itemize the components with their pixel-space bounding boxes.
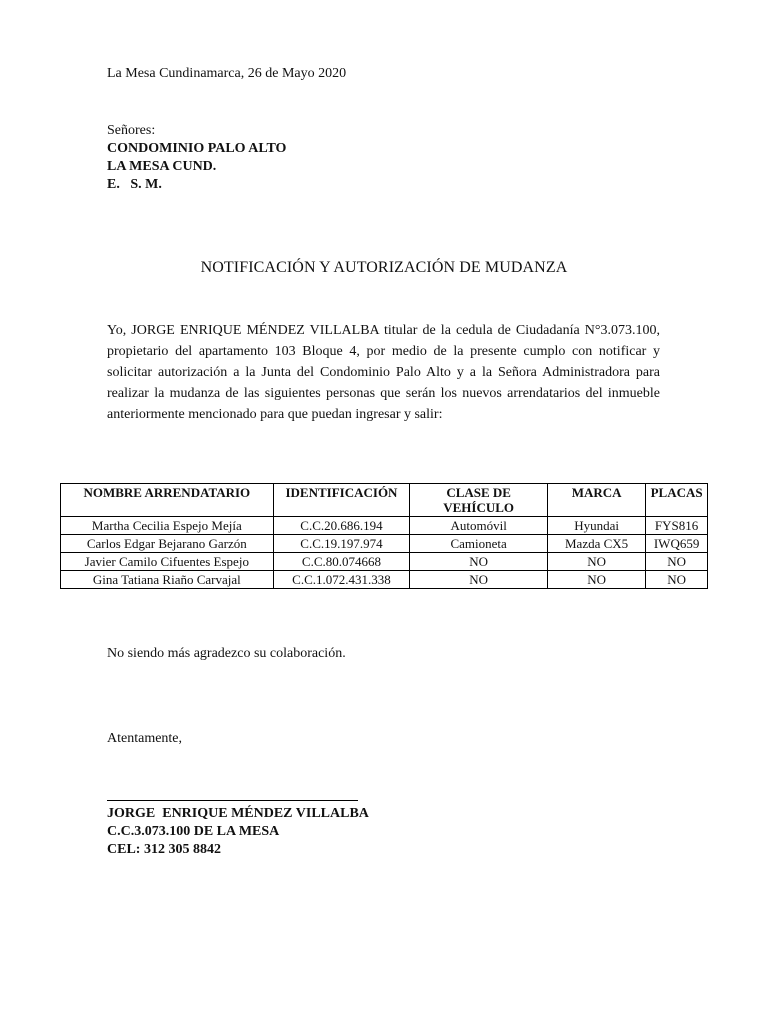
cell-nombre: Martha Cecilia Espejo Mejía [61, 517, 274, 535]
signer-name: JORGE ENRIQUE MÉNDEZ VILLALBA [107, 806, 369, 821]
cell-placas: IWQ659 [646, 535, 708, 553]
closing-thanks: No siendo más agradezco su colaboración. [107, 646, 346, 661]
signer-phone: CEL: 312 305 8842 [107, 842, 221, 857]
cell-identificacion: C.C.1.072.431.338 [273, 571, 410, 589]
header-identificacion: IDENTIFICACIÓN [273, 484, 410, 517]
recipient-esm: E. S. M. [107, 177, 162, 192]
body-paragraph: Yo, JORGE ENRIQUE MÉNDEZ VILLALBA titular de la cedula de Ciudadanía N°3.073.100, propietario del apartamento 103 Bloque 4, por medio de la presente cumplo con notificar y solicitar autorización a la Junta del Condominio Palo Alto y a la Señora Administradora para realizar la mudanza de las siguientes personas que serán los nuevos arrendatarios del inmueble anteriormente mencionado para que puedan ingresar y salir: [107, 323, 660, 422]
table-row [61, 553, 708, 571]
cell-marca: Hyundai [548, 517, 646, 535]
cell-marca: NO [548, 553, 646, 571]
cell-identificacion: C.C.80.074668 [273, 553, 410, 571]
cell-clase-vehiculo: NO [410, 571, 548, 589]
table-header-row [61, 484, 708, 517]
cell-placas: FYS816 [646, 517, 708, 535]
header-clase-vehiculo: CLASE DE VEHÍCULO [410, 484, 548, 517]
cell-identificacion: C.C.20.686.194 [273, 517, 410, 535]
document-title: NOTIFICACIÓN Y AUTORIZACIÓN DE MUDANZA [200, 259, 568, 276]
cell-clase-vehiculo: NO [410, 553, 548, 571]
signer-id: C.C.3.073.100 DE LA MESA [107, 824, 280, 839]
salutation: Señores: [107, 123, 156, 138]
cell-nombre: Javier Camilo Cifuentes Espejo [61, 553, 274, 571]
renters-table [60, 483, 708, 589]
cell-placas: NO [646, 553, 708, 571]
cell-nombre: Carlos Edgar Bejarano Garzón [61, 535, 274, 553]
cell-placas: NO [646, 571, 708, 589]
header-placas: PLACAS [646, 484, 708, 517]
table-row [61, 571, 708, 589]
cell-nombre: Gina Tatiana Riaño Carvajal [61, 571, 274, 589]
header-marca: MARCA [548, 484, 646, 517]
header-nombre: NOMBRE ARRENDATARIO [61, 484, 274, 517]
signature-line [107, 800, 358, 801]
cell-clase-vehiculo: Automóvil [410, 517, 548, 535]
recipient-city: LA MESA CUND. [107, 159, 217, 174]
cell-clase-vehiculo: Camioneta [410, 535, 548, 553]
table-row [61, 517, 708, 535]
closing: Atentamente, [107, 731, 183, 746]
recipient-name: CONDOMINIO PALO ALTO [107, 141, 287, 156]
cell-identificacion: C.C.19.197.974 [273, 535, 410, 553]
cell-marca: Mazda CX5 [548, 535, 646, 553]
table-row [61, 535, 708, 553]
place-date: La Mesa Cundinamarca, 26 de Mayo 2020 [107, 66, 347, 81]
cell-marca: NO [548, 571, 646, 589]
